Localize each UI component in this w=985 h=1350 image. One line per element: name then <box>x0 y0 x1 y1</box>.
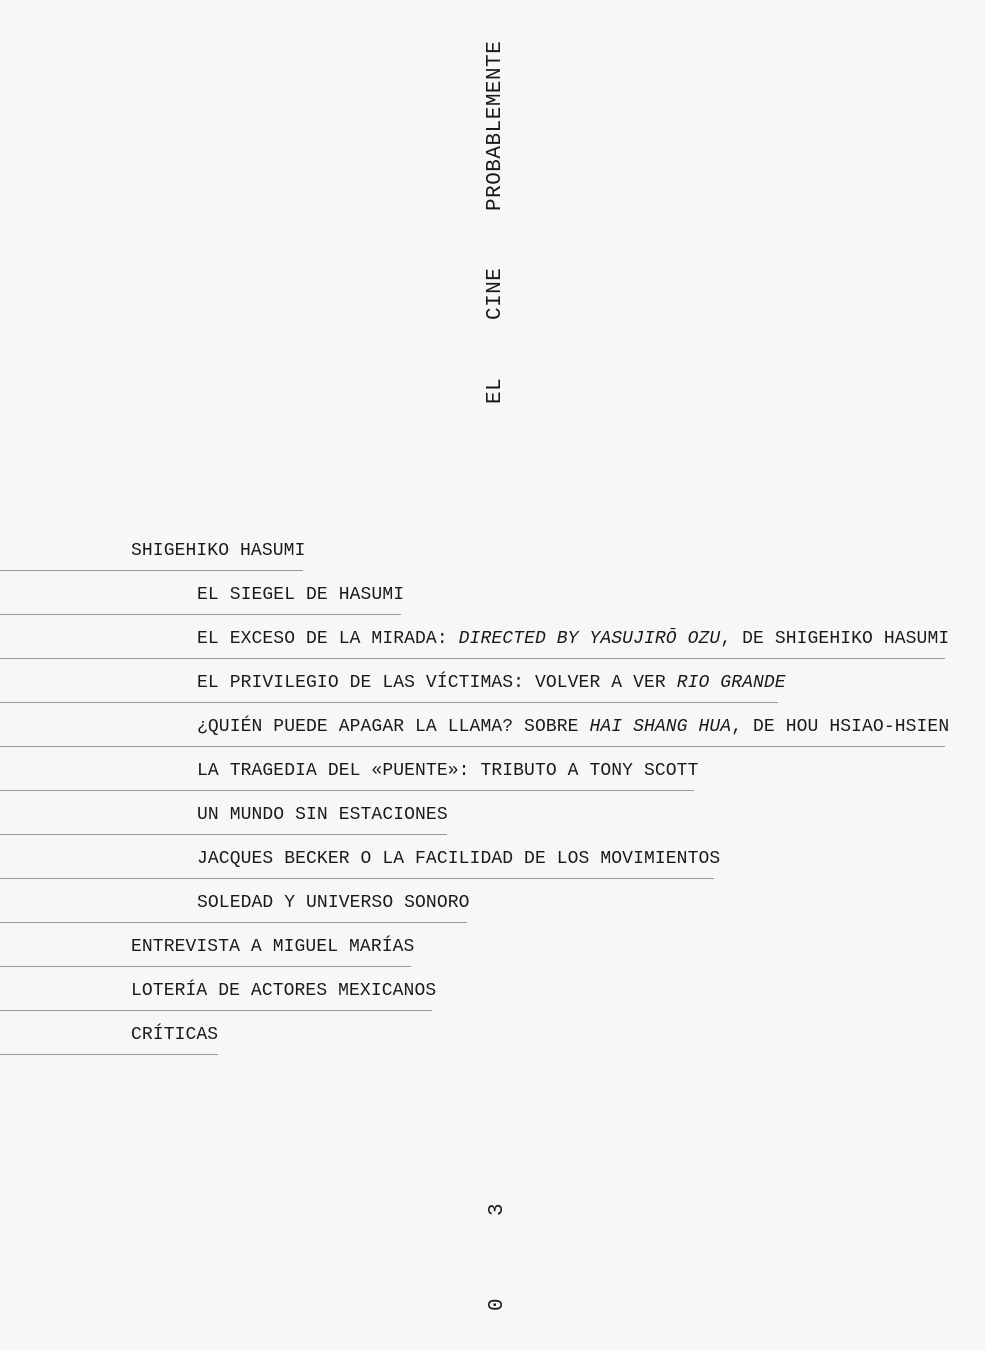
toc-entry-text: SHIGEHIKO HASUMI <box>131 541 306 561</box>
toc-entry <box>0 791 447 835</box>
toc-entry-text: UN MUNDO SIN ESTACIONES <box>197 805 448 825</box>
toc-entry-text: JACQUES BECKER O LA FACILIDAD DE LOS MOVIMIENTOS <box>197 849 721 869</box>
toc-entry-title <box>197 761 698 781</box>
toc-entry-work-title: HAI SHANG HUA <box>589 717 732 737</box>
toc-entry-title <box>131 981 436 1001</box>
toc-entry-text: , DE SHIGEHIKO HASUMI <box>720 629 950 649</box>
toc-entry-title <box>197 849 720 869</box>
toc-entry-text: SOLEDAD Y UNIVERSO SONORO <box>197 893 470 913</box>
toc-entry-text: , DE HOU HSIAO-HSIEN <box>731 717 950 737</box>
toc-entry-text: EL SIEGEL DE HASUMI <box>197 585 405 605</box>
toc-entry <box>0 835 721 879</box>
toc-entry-work-title: DIRECTED BY YASUJIRŌ OZU <box>458 629 721 649</box>
toc-entry-text: EL PRIVILEGIO DE LAS VÍCTIMAS: VOLVER A VER <box>197 673 677 693</box>
toc-entry <box>0 967 437 1011</box>
toc-entry-title <box>197 717 949 737</box>
toc-entry-title <box>197 673 786 693</box>
toc-entry-text: LOTERÍA DE ACTORES MEXICANOS <box>131 981 437 1001</box>
toc-entry-title <box>197 585 404 605</box>
toc-entry <box>0 1011 218 1055</box>
toc-entry <box>0 659 786 703</box>
title-word-cine: CINE <box>484 267 507 320</box>
title-word-probablemente: PROBABLEMENTE <box>484 40 507 211</box>
toc-entry <box>0 527 306 571</box>
toc-entry <box>0 703 950 747</box>
toc-entry <box>0 747 699 791</box>
toc-entry-title <box>131 541 305 561</box>
toc-entry-text: ENTREVISTA A MIGUEL MARÍAS <box>131 937 415 957</box>
toc-entry-title <box>197 805 448 825</box>
toc-entry-title <box>131 937 414 957</box>
toc-entry <box>0 879 470 923</box>
vertical-title <box>483 0 513 420</box>
page-number-digit: 0 <box>486 1298 509 1311</box>
toc-entry-title <box>197 893 470 913</box>
toc-entry-title <box>197 629 949 649</box>
title-word-el: EL <box>484 377 507 404</box>
page-number-digit: 3 <box>486 1203 509 1216</box>
toc-entry-text: EL EXCESO DE LA MIRADA: <box>197 629 459 649</box>
toc-entry-work-title: RIO GRANDE <box>676 673 786 693</box>
toc-entry-text: CRÍTICAS <box>131 1025 219 1045</box>
toc-entry-title <box>131 1025 218 1045</box>
toc-entry-text: ¿QUIÉN PUEDE APAGAR LA LLAMA? SOBRE <box>197 717 590 737</box>
toc-entry <box>0 571 405 615</box>
toc-entry <box>0 923 415 967</box>
toc-entry-text: LA TRAGEDIA DEL «PUENTE»: TRIBUTO A TONY SCOTT <box>197 761 699 781</box>
toc-entry <box>0 615 950 659</box>
page-number <box>483 1150 513 1350</box>
